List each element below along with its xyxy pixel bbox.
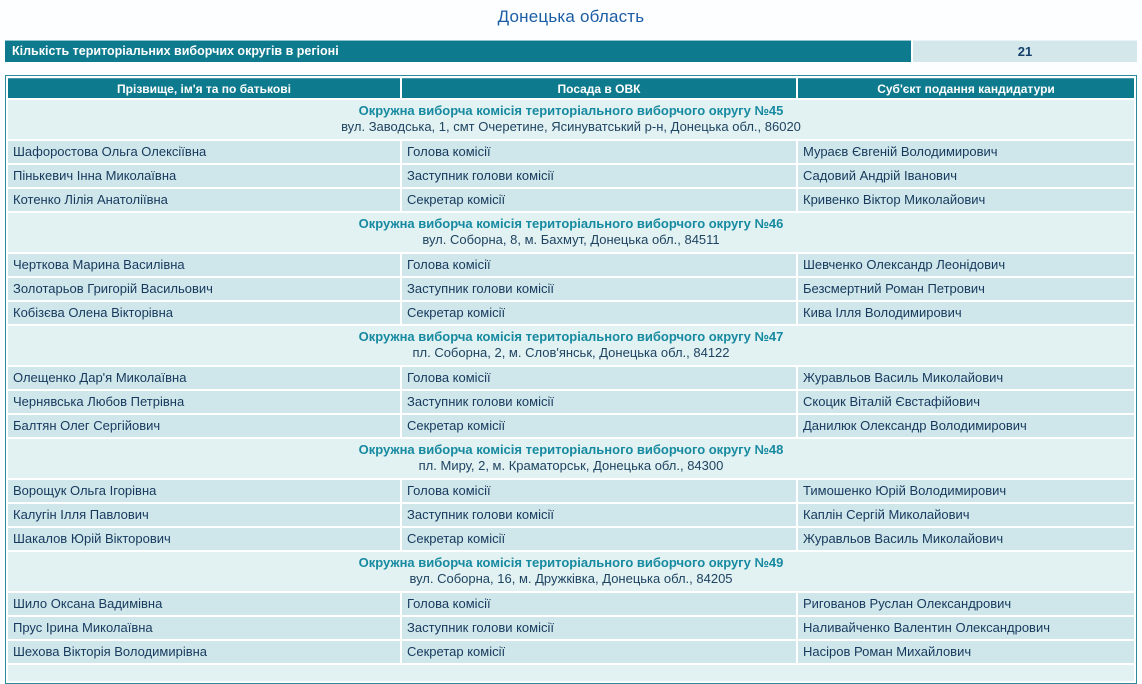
member-subject-cell: Данилюк Олександр Володимирович xyxy=(798,415,1134,437)
section-header-row xyxy=(8,213,1134,252)
member-name-cell: Чернявська Любов Петрівна xyxy=(8,391,400,413)
member-subject-cell: Журавльов Василь Миколайович xyxy=(798,367,1134,389)
member-subject-cell: Кривенко Віктор Миколайович xyxy=(798,189,1134,211)
member-name-cell: Котенко Лілія Анатоліївна xyxy=(8,189,400,211)
section-header-cell xyxy=(8,439,1134,478)
member-position-cell: Секретар комісії xyxy=(402,415,796,437)
section-title: Окружна виборча комісія територіального виборчого округу №47 xyxy=(358,329,784,344)
section-address: пл. Миру, 2, м. Краматорськ, Донецька обл., 84300 xyxy=(418,458,724,473)
section-title: Окружна виборча комісія територіального виборчого округу №46 xyxy=(358,216,784,231)
member-name-cell: Балтян Олег Сергійович xyxy=(8,415,400,437)
member-subject-cell: Шевченко Олександр Леонідович xyxy=(798,254,1134,276)
section-title: Окружна виборча комісія територіального виборчого округу №45 xyxy=(358,103,784,118)
member-position-cell: Голова комісії xyxy=(402,480,796,502)
page-title: Донецька область xyxy=(497,7,645,26)
member-name-cell: Олещенко Дар'я Миколаївна xyxy=(8,367,400,389)
table-row xyxy=(8,504,1134,526)
member-position-cell: Голова комісії xyxy=(402,254,796,276)
member-subject-cell: Ригованов Руслан Олександрович xyxy=(798,593,1134,615)
table-row xyxy=(8,278,1134,300)
member-position-cell: Секретар комісії xyxy=(402,641,796,663)
table-row xyxy=(8,302,1134,324)
table-row xyxy=(8,415,1134,437)
table-header-row xyxy=(8,78,1134,98)
member-subject-cell: Журавльов Василь Миколайович xyxy=(798,528,1134,550)
section-title: Окружна виборча комісія територіального виборчого округу №48 xyxy=(358,442,784,457)
member-name-cell: Шехова Вікторія Володимирівна xyxy=(8,641,400,663)
member-name-cell: Пінькевич Інна Миколаївна xyxy=(8,165,400,187)
header-subject-column: Суб'єкт подання кандидатури xyxy=(798,78,1134,98)
header-name-column: Прізвище, ім'я та по батькові xyxy=(8,78,400,98)
member-position-cell: Голова комісії xyxy=(402,593,796,615)
member-subject-cell: Безсмертний Роман Петрович xyxy=(798,278,1134,300)
member-position-cell: Секретар комісії xyxy=(402,528,796,550)
region-stat-bar xyxy=(5,40,1137,62)
section-title: Окружна виборча комісія територіального виборчого округу №49 xyxy=(358,555,784,570)
member-name-cell: Шило Оксана Вадимівна xyxy=(8,593,400,615)
member-position-cell: Заступник голови комісії xyxy=(402,278,796,300)
commission-table xyxy=(6,76,1136,683)
member-name-cell: Шакалов Юрій Вікторович xyxy=(8,528,400,550)
member-position-cell: Голова комісії xyxy=(402,141,796,163)
member-name-cell: Ворощук Ольга Ігорівна xyxy=(8,480,400,502)
section-address: вул. Заводська, 1, смт Очеретине, Ясинуватський р-н, Донецька обл., 86020 xyxy=(341,119,801,134)
next-section-stub-cell xyxy=(8,665,1134,681)
member-position-cell: Секретар комісії xyxy=(402,302,796,324)
member-name-cell: Золотарьов Григорій Васильович xyxy=(8,278,400,300)
table-row xyxy=(8,391,1134,413)
member-position-cell: Заступник голови комісії xyxy=(402,504,796,526)
table-row xyxy=(8,189,1134,211)
stat-label: Кількість територіальних виборчих округів в регіоні xyxy=(5,40,911,62)
member-subject-cell: Скоцик Віталій Євстафійович xyxy=(798,391,1134,413)
section-header-cell xyxy=(8,552,1134,591)
section-header-row xyxy=(8,439,1134,478)
section-header-row xyxy=(8,552,1134,591)
section-header-cell xyxy=(8,213,1134,252)
section-header-row xyxy=(8,326,1134,365)
section-address: вул. Соборна, 16, м. Дружківка, Донецька обл., 84205 xyxy=(409,571,733,586)
table-row xyxy=(8,480,1134,502)
section-address: пл. Соборна, 2, м. Слов'янськ, Донецька обл., 84122 xyxy=(412,345,730,360)
member-name-cell: Калугін Ілля Павлович xyxy=(8,504,400,526)
section-header-cell xyxy=(8,326,1134,365)
member-name-cell: Шафоростова Ольга Олексіївна xyxy=(8,141,400,163)
table-row xyxy=(8,528,1134,550)
section-header-cell xyxy=(8,100,1134,139)
commission-table-wrapper xyxy=(5,75,1137,684)
member-position-cell: Секретар комісії xyxy=(402,189,796,211)
stat-value: 21 xyxy=(913,40,1137,62)
member-subject-cell: Тимошенко Юрій Володимирович xyxy=(798,480,1134,502)
section-header-row xyxy=(8,100,1134,139)
table-row xyxy=(8,165,1134,187)
table-row xyxy=(8,367,1134,389)
member-name-cell: Кобізєва Олена Вікторівна xyxy=(8,302,400,324)
member-position-cell: Заступник голови комісії xyxy=(402,391,796,413)
member-subject-cell: Каплін Сергій Миколайович xyxy=(798,504,1134,526)
member-position-cell: Заступник голови комісії xyxy=(402,617,796,639)
table-row xyxy=(8,141,1134,163)
table-row xyxy=(8,641,1134,663)
member-subject-cell: Насіров Роман Михайлович xyxy=(798,641,1134,663)
member-position-cell: Голова комісії xyxy=(402,367,796,389)
member-name-cell: Прус Ірина Миколаївна xyxy=(8,617,400,639)
member-subject-cell: Наливайченко Валентин Олександрович xyxy=(798,617,1134,639)
member-name-cell: Черткова Марина Василівна xyxy=(8,254,400,276)
table-row xyxy=(8,593,1134,615)
header-position-column: Посада в ОВК xyxy=(402,78,796,98)
section-address: вул. Соборна, 8, м. Бахмут, Донецька обл., 84511 xyxy=(422,232,720,247)
table-row xyxy=(8,617,1134,639)
next-section-stub-row xyxy=(8,665,1134,681)
member-subject-cell: Кива Ілля Володимирович xyxy=(798,302,1134,324)
member-subject-cell: Мураєв Євгеній Володимирович xyxy=(798,141,1134,163)
member-subject-cell: Садовий Андрій Іванович xyxy=(798,165,1134,187)
member-position-cell: Заступник голови комісії xyxy=(402,165,796,187)
table-row xyxy=(8,254,1134,276)
